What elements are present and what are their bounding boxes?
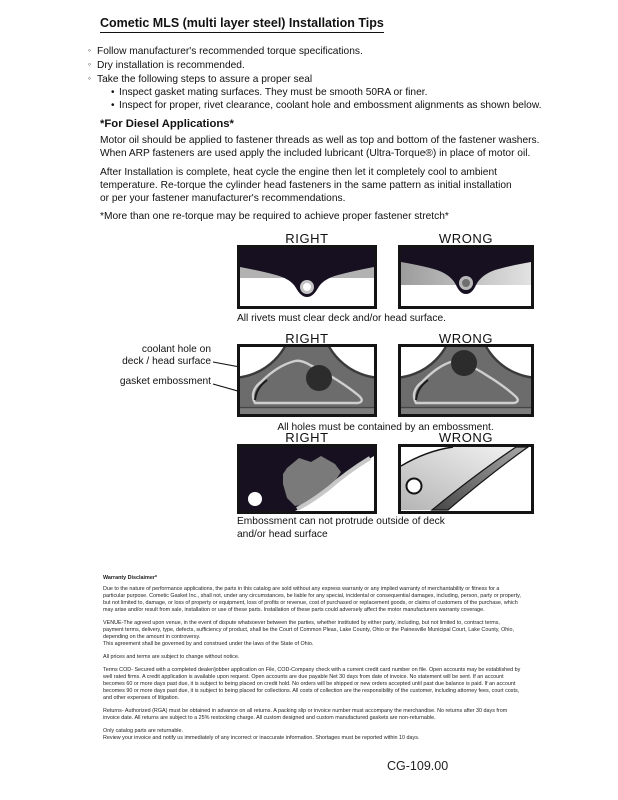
wrong-header-1: WRONG — [438, 231, 494, 246]
text-line: Motor oil should be applied to fastener threads as well as top and bottom of the fastener washers. — [100, 135, 540, 146]
wrong-header-3: WRONG — [438, 430, 494, 445]
wrong-header-2: WRONG — [438, 331, 494, 346]
diesel-section-heading: *For Diesel Applications* — [100, 118, 234, 130]
warranty-paragraph: Only catalog parts are returnable. — [103, 728, 184, 734]
list-item — [88, 44, 541, 58]
bullet-open-icon: ◦ — [88, 73, 92, 83]
holes-caption: All holes must be contained by an embossment. — [277, 422, 494, 433]
warranty-heading: Warranty Disclaimer* — [103, 575, 158, 581]
warranty-paragraph: Terms COD- Secured with a completed dealer/jobber application on File, COD-Company check with a current credit card number on file. Open accounts may be established by well rated firms. A credit application is available upon request. Open accounts are due payable Net 30 days from date of invoice. No statement will be sent. If an account becomes 60 or more days past due, it is subject to being placed on credit hold. No orders will be shipped or new orders accepted until past due balance is paid. If an account becomes 90 or more days past due, it is subject to being placed for collections. All costs of collection are the responsibility of the customer, including attorney fees, court costs, and other expenses of litigation. — [103, 667, 521, 701]
warranty-paragraph: Returns- Authorized (RGA) must be obtained in advance on all returns. A packing slip or invoice number must accompany the merchandise. No returns after 30 days from invoice date. All returns are subject to a 25% restocking charge. All custom designed and custom manufactured gaskets are non-returnable. — [103, 708, 508, 721]
tip-text: Follow manufacturer's recommended torque specifications. — [97, 46, 363, 57]
tip-text: Dry installation is recommended. — [97, 60, 245, 71]
bullet-solid-icon: • — [111, 100, 115, 111]
list-item — [88, 58, 541, 72]
list-item — [88, 99, 541, 112]
warranty-paragraph: This agreement shall be governed by and construed under the laws of the State of Ohio. — [103, 641, 314, 647]
page-title: Cometic MLS (multi layer steel) Installation Tips — [100, 16, 384, 33]
text-line: When ARP fasteners are used apply the included lubricant (Ultra-Torque®) in place of motor oil. — [100, 148, 531, 159]
holes-diagram-right — [237, 344, 377, 417]
caption-line: and/or head surface — [237, 529, 328, 540]
installation-tips-list — [88, 44, 541, 112]
warranty-disclaimer — [103, 575, 521, 748]
diesel-paragraph-1 — [100, 134, 539, 160]
label-line: coolant hole on — [141, 344, 211, 355]
list-item — [88, 86, 541, 99]
diesel-paragraph-2 — [100, 166, 512, 205]
retorque-note: *More than one re-torque may be required to achieve proper fastener stretch* — [100, 211, 449, 222]
right-header-1: RIGHT — [285, 231, 329, 246]
embossment-diagram-wrong — [398, 444, 534, 514]
text-line: temperature. Re-torque the cylinder head fasteners in the same pattern as initial installation — [100, 180, 512, 191]
right-header-2: RIGHT — [285, 331, 329, 346]
holes-diagram-wrong — [398, 344, 534, 417]
embossment-caption — [237, 515, 445, 541]
rivet-diagram-right — [237, 245, 377, 309]
warranty-paragraph: Due to the nature of performance applications, the parts in this catalog are sold without any express warranty or any implied warranty of merchantability or fitness for a particular purpose. Cometic Gasket Inc., shall not, under any circumstances, be liable for any special, incidental or consequential damages, including, person, party or property, but not limited to, damage, or loss of property or equipment, loss of profits or revenue, cost of purchased or replacement goods, or claims of customers of the purchase, which may arise and/or result from sale, installation or use of these parts. Installation of these parts could adversely affect the motor manufacturers warranty coverage. — [103, 586, 521, 613]
rivet-caption: All rivets must clear deck and/or head surface. — [237, 313, 446, 324]
caption-line: Embossment can not protrude outside of deck — [237, 516, 445, 527]
warranty-paragraph: All prices and terms are subject to change without notice. — [103, 654, 240, 660]
tip-text: Inspect for proper, rivet clearance, coolant hole and embossment alignments as shown below. — [119, 100, 542, 111]
text-line: After Installation is complete, heat cycle the engine then let it completely cool to ambient — [100, 167, 497, 178]
page-code: CG-109.00 — [387, 759, 449, 773]
tip-text: Inspect gasket mating surfaces. They must be smooth 50RA or finer. — [119, 87, 428, 98]
bullet-open-icon: ◦ — [88, 59, 92, 69]
gasket-embossment-label: gasket embossment — [119, 376, 211, 387]
label-line: deck / head surface — [122, 356, 211, 367]
embossment-diagram-right — [237, 444, 377, 514]
warranty-paragraph: Review your invoice and notify us immediately of any incorrect or inaccurate information. Shortages must be reported within 10 days. — [103, 735, 420, 741]
coolant-hole-label — [91, 344, 211, 368]
bullet-solid-icon: • — [111, 87, 115, 98]
warranty-paragraph: VENUE-The agreed upon venue, in the event of dispute whatsoever between the parties, whether instituted by either party, including, but not limited to, contract terms, payment terms, delivery, type, defects, sufficiency of product, shall be the Court of Common Pleas, Lake County, Ohio or the Painesville Municipal Court, Lake County, Ohio, depending on the amount in controversy. — [103, 620, 514, 640]
text-line: or per your fastener manufacturer's recommendations. — [100, 193, 346, 204]
right-header-3: RIGHT — [285, 430, 329, 445]
bullet-open-icon: ◦ — [88, 45, 92, 55]
list-item — [88, 72, 541, 86]
tip-text: Take the following steps to assure a proper seal — [97, 74, 313, 85]
rivet-diagram-wrong — [398, 245, 534, 309]
